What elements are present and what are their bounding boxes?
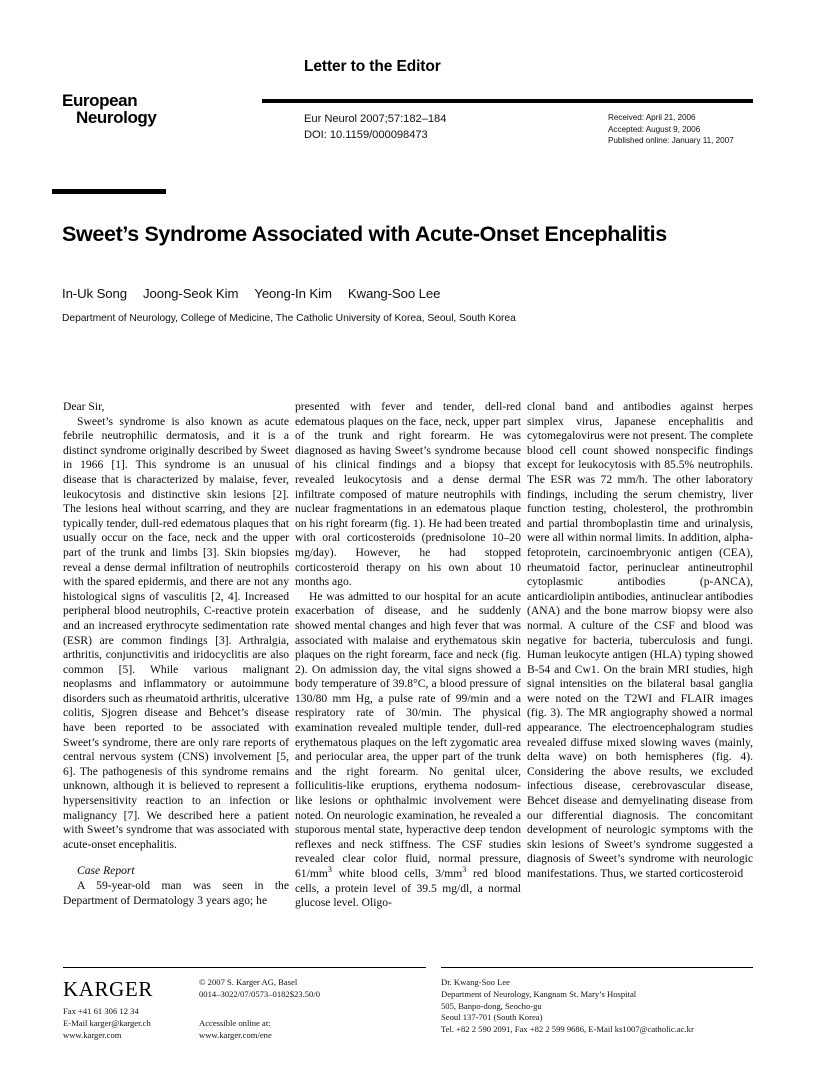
journal-logo-line2: Neurology [76,108,157,127]
body-text: white blood cells, 3/mm [331,867,463,880]
body-paragraph: A 59-year-old man was seen in the Department of Dermatology 3 years ago; he [63,879,289,907]
publisher-website[interactable]: www.karger.com [63,1029,122,1040]
published-online-date: Published online: January 11, 2007 [608,136,734,146]
superscript-unit: 3 [462,865,467,875]
article-history-block [608,112,734,147]
publisher-contact [63,1006,151,1041]
publisher-logo: KARGER [63,977,153,1001]
body-column-3 [527,400,753,882]
section-kicker: Letter to the Editor [304,58,441,75]
journal-logo-line1: European [62,91,138,110]
title-rule [52,189,166,194]
body-paragraph: Sweet’s syndrome is also known as acute febrile neutrophilic dermatosis, and it is a distinct syndrome originally described by Sweet in 1966 [1]. This syndrome is an unusual disease that is characterized by malaise, fever, leukocytosis and distinctive skin lesions [2]. The lesions heal without scarring, and they are typically tender, dull-red edematous plaques that usually occur on the face, neck and the upper part of the trunk and limbs [3]. Skin biopsies reveal a dense dermal infiltration of neutrophils with the spared epidermis, and there are not any histological signs of vasculitis [2, 4]. Increased peripheral blood neutrophils, C-reactive protein and an increased erythrocyte sedimentation rate (ESR) are common findings [3]. Arthralgia, arthritis, conjunctivitis and iridocyclitis are also common [5]. While various malignant neoplasms and inflammatory or autoimmune disorders such as rheumatoid arthritis, ulcerative colitis, Sjogren disease and Behcet’s disease have been reported to be associated with Sweet’s syndrome, there are only rare reports of central nervous system (CNS) involvement [5, 6]. The pathogenesis of this syndrome remains unknown, although it is believed to represent a hypersensitivity reaction to an infection or malignancy [7]. We described here a patient with Sweet’s syndrome that was associated with acute-onset encephalitis. [63,414,289,851]
accessible-online-label: Accessible online at: [199,1018,271,1028]
superscript-unit: 3 [327,865,332,875]
author-name: Kwang-Soo Lee [347,286,441,301]
body-column-2 [295,400,521,911]
body-paragraph: clonal band and antibodies against herpes simplex virus, Japanese encephalitis and cytomegalovirus were not present. The complete blood cell count showed nonspecific findings except for leukocytosis with 85.5% neutrophils. The ESR was 72 mm/h. The other laboratory findings, including the serum chemistry, liver function testing, cholesterol, the prothrombin and partial thromboplastin time and urinalysis, were all within normal limits. In addition, alpha-fetoprotein, carcinoembryonic antigen (CEA), rheumatoid factor, perinuclear antineutrophil cytoplasmic antibodies (p-ANCA), anticardiolipin antibodies, antinuclear antibodies (ANA) and the bone marrow biopsy were also normal. A culture of the CSF and blood was negative for bacteria, tuberculosis and fungi. Human leukocyte antigen (HLA) typing showed B-54 and Cw1. On the brain MRI studies, high signal intensities on the bilateral basal ganglia were noted on the T2WI and FLAIR images (fig. 3). The MR angiography showed a normal appearance. The electroencephalogram studies revealed diffuse mixed slowing waves (mainly, delta wave) on both hemispheres (fig. 4). Considering the above results, we excluded infectious disease, cerebrovascular disease, Behcet disease and demyelinating disease from our differential diagnosis. The concomitant development of neurologic symptoms with the skin lesions of Sweet’s syndrome suggested a diagnosis of Sweet’s syndrome with neurologic manifestations. Thus, we started corticosteroid [527,400,754,880]
footer-rule-left [63,967,426,968]
correspondence-name: Dr. Kwang-Soo Lee [441,977,510,987]
publisher-email[interactable]: E-Mail karger@karger.ch [63,1017,151,1028]
page-title: Sweet’s Syndrome Associated with Acute-Onset Encephalitis [62,222,667,247]
body-column-1 [63,400,289,908]
body-columns [63,400,753,950]
issn-line: 0014–3022/07/0573–0182$23.50/0 [199,988,321,999]
citation-block [304,112,446,143]
journal-logo [62,92,192,126]
salutation: Dear Sir, [63,400,105,413]
copyright-block [199,977,320,1001]
affiliation: Department of Neurology, College of Medicine, The Catholic University of Korea, Seoul, South Korea [62,313,516,324]
body-text: He was admitted to our hospital for an acute exacerbation of disease, and he suddenly showed mental changes and high fever that was associated with malaise and erythematous skin plaques on the right forearm, face and neck (fig. 2). On admission day, the vital signs showed a body temperature of 39.8°C, a blood pressure of 130/80 mm Hg, a pulse rate of 99/min and a respiratory rate of 30/min. The physical examination revealed multiple tender, dull-red erythematous plaques on the left zygomatic area and periocular area, the upper part of the trunk and the right forearm. No genital ulcer, folliculitis-like eruptions, erythema nodosum-like lesions or ophthalmic involvement were noted. On neurologic examination, he revealed a stuporous mental state, hyperactive deep tendon reflexes and neck stiffness. The CSF studies revealed clear color fluid, normal pressure, 61/mm [295,589,521,880]
doi-line: DOI: 10.1159/000098473 [304,128,428,141]
correspondence-address-2: Seoul 137-701 (South Korea) [441,1012,543,1023]
correspondence-tel-email[interactable]: Tel. +82 2 590 2091, Fax +82 2 599 9686, E-Mail ks1007@catholic.ac.kr [441,1024,694,1035]
copyright-line: © 2007 S. Karger AG, Basel [199,977,298,987]
publisher-fax: Fax +41 61 306 12 34 [63,1006,139,1016]
correspondence-department: Department of Neurology, Kangnam St. Mary’s Hospital [441,988,637,999]
body-text: red blood cells, a protein level of 39.5 mg/dl, a normal glucose level. Oligo- [295,867,521,910]
accepted-date: Accepted: August 9, 2006 [608,124,701,134]
author-name: Joong-Seok Kim [142,286,239,301]
header-rule [262,99,753,103]
footer-rule-right [441,967,753,968]
author-name: In-Uk Song [62,286,127,301]
received-date: Received: April 21, 2006 [608,113,696,122]
author-name: Yeong-In Kim [254,286,332,301]
body-paragraph: presented with fever and tender, dell-red edematous plaques on the face, neck, upper part of the trunk and right forearm. He was diagnosed as having Sweet’s syndrome because of his clinical findings and a biopsy that revealed leukocytosis and a dense dermal infiltrate composed of mature neutrophils with nuclear fragmentations in an edematous plaque on his right forearm (fig. 1). He had been treated with oral corticosteroids (prednisolone 10–20 mg/day). However, he had stopped corticosteroid therapy on his own about 10 months ago. [295,400,521,589]
correspondence-block [441,977,694,1036]
author-list [62,286,722,301]
correspondence-address-1: 505, Banpo-dong, Seocho-gu [441,1000,542,1011]
case-report-heading: Case Report [77,864,135,878]
accessible-online-url[interactable]: www.karger.com/ene [199,1029,272,1040]
citation-line: Eur Neurol 2007;57:182–184 [304,113,447,125]
online-access-block [199,1018,272,1042]
body-paragraph [295,590,521,911]
